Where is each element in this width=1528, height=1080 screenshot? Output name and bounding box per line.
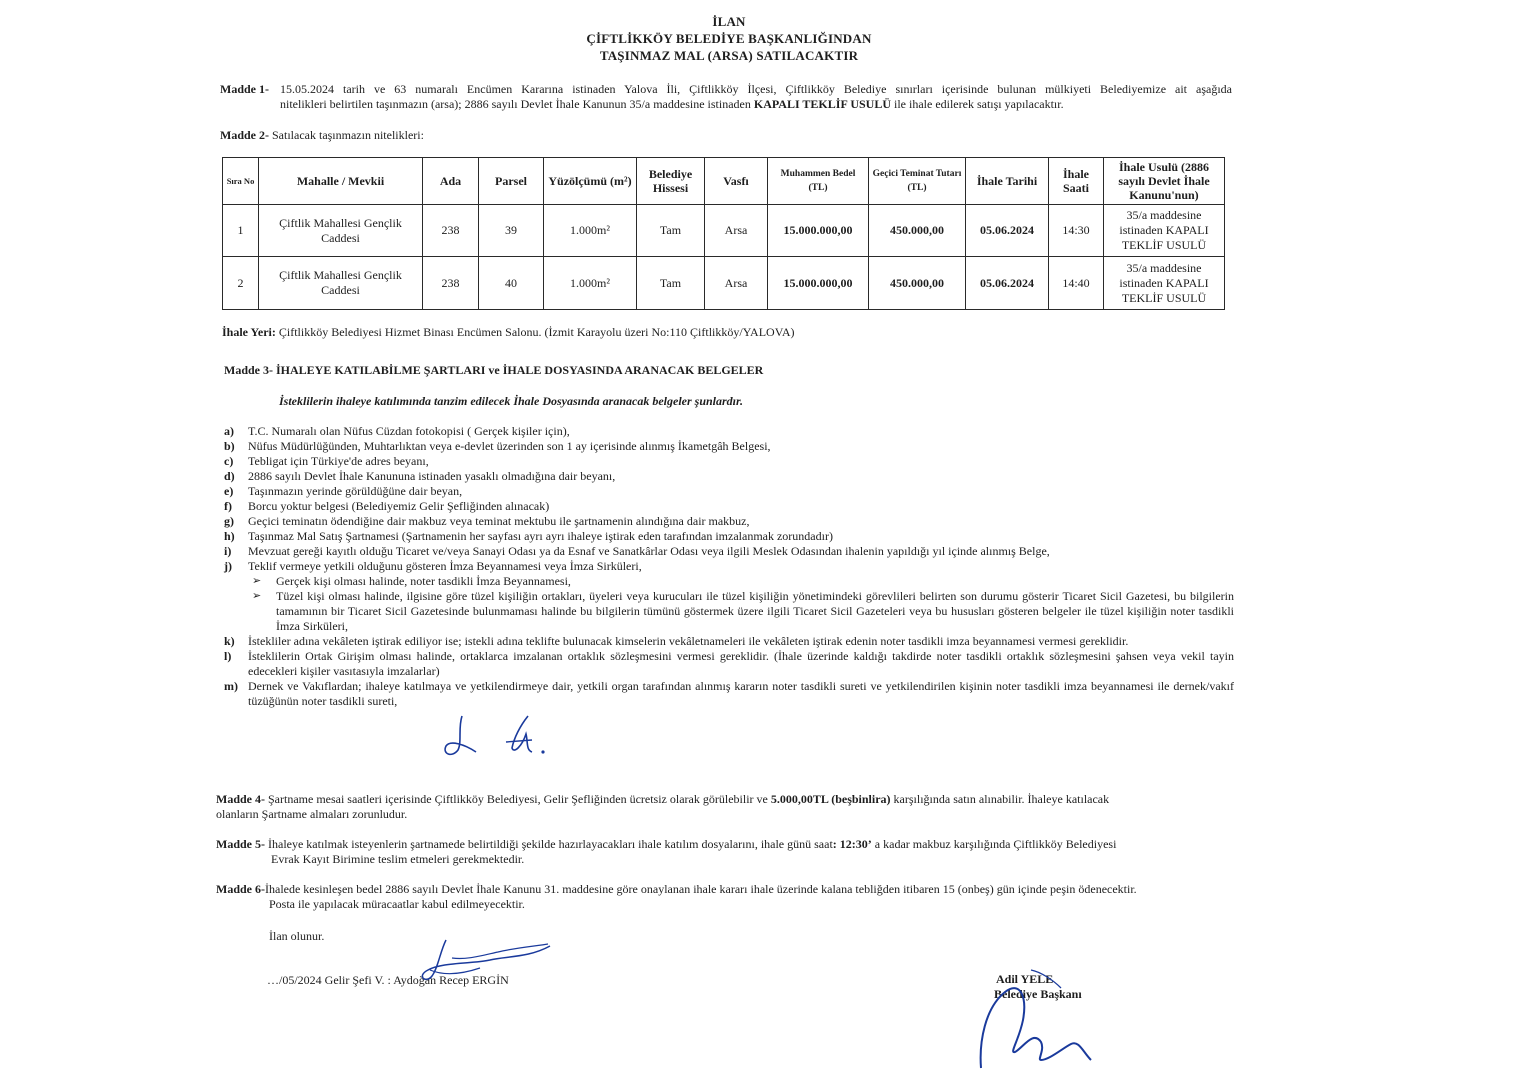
madde5-text3: Evrak Kayıt Birimine teslim etmeleri gerekmektedir.: [271, 851, 525, 866]
madde1-text-b1: nitelikleri belirtilen taşınmazın (arsa); 2886 sayılı Devlet İhale Kanunun 35/a maddesine istinaden: [280, 97, 754, 111]
mayor-name: Adil YELE: [996, 972, 1054, 986]
sub-item-text: Tüzel kişi olması halinde, ilgisine göre tüzel kişiliğin ortakları, üyeleri veya kurucuları ile tüzel kişiliğin yönetimindeki görevlileri belirten son durumu gösterir Ticaret Sicil Gazetesi, bu bilgilerin tamamının bir Ticaret Sicil Gazetesinde bulunmaması halinde bu bilgilerin tümünü göstermek üzere ilgili Ticaret Sicil Gazeteleri veya bu hususları gösteren belgeler ile tüzel kişiliğin noter tasdikli İmza Sirküleri,: [276, 589, 1234, 633]
cell-ada: 238: [423, 257, 479, 310]
municipality-title: ÇİFTLİKKÖY BELEDİYE BAŞKANLIĞINDAN: [586, 31, 872, 46]
madde5-text1: İhaleye katılmak isteyenlerin şartnamede belirtildiği şekilde hazırlayacakları ihale katılım dosyalarını, ihale günü saat: [268, 837, 833, 851]
th-teminat: Geçici Teminat Tutarı (TL): [869, 158, 966, 205]
madde1-text-b2: ile ihale edilerek satışı yapılacaktır.: [891, 97, 1064, 111]
madde3-label: Madde 3-: [224, 363, 273, 377]
cell-ada: 238: [423, 205, 479, 257]
gelir-sefi-line: …/05/2024 Gelir Şefi V. : Aydoğan Recep ERGİN: [267, 973, 509, 987]
th-tarih: İhale Tarihi: [966, 158, 1049, 205]
madde4-text3: olanların Şartname almaları zorunludur.: [216, 806, 408, 821]
ihale-yeri-text: Çiftlikköy Belediyesi Hizmet Binası Encümen Salonu. (İzmit Karayolu üzeri No:110 Çiftlikköy/YALOVA): [278, 325, 795, 339]
cell-teminat: 450.000,00: [869, 205, 966, 257]
th-ada: Ada: [423, 158, 479, 205]
item-text: Dernek ve Vakıflardan; ihaleye katılmaya ve yetkilendirmeye dair, yetkili organ tarafından alınmış kararın noter tasdikli sureti ve yetkilendirilen kişinin noter tasdikli imza beyannamesi ile dernek/vakıf tüzüğünün noter tasdikli sureti,: [248, 679, 1234, 708]
cell-usul: 35/a maddesine istinaden KAPALI TEKLİF USULÜ: [1104, 205, 1225, 257]
madde4-label: Madde 4-: [216, 792, 265, 806]
cell-mahalle: Çiftlik Mahallesi Gençlik Caddesi: [259, 257, 423, 310]
madde5: [216, 837, 1228, 866]
item-key: j): [224, 559, 232, 573]
th-usul: İhale Usulü (2886 sayılı Devlet İhale Kanunu'nun): [1104, 158, 1225, 205]
madde2-label: Madde 2-: [220, 128, 269, 142]
table-header-row: [223, 158, 1225, 205]
item-text: Taşınmazın yerinde görüldüğüne dair beyan,: [248, 484, 463, 498]
item-key: b): [224, 439, 235, 453]
item-text: T.C. Numaralı olan Nüfus Cüzdan fotokopisi ( Gerçek kişiler için),: [248, 424, 570, 438]
arrow-icon: ➢: [252, 575, 262, 587]
item-key: c): [224, 454, 234, 468]
mayor-title: Belediye Başkanı: [994, 987, 1082, 1001]
cell-sira: 1: [223, 205, 259, 257]
madde6-text2: Posta ile yapılacak müracaatlar kabul edilmeyecektir.: [269, 896, 525, 911]
ihale-yeri-label: İhale Yeri:: [222, 325, 276, 339]
madde1-text-a: 15.05.2024 tarih ve 63 numaralı Encümen Kararına istinaden Yalova İli, Çiftlikköy İlçesi, Çiftlikköy Belediye sınırları içerisinde bulunan mülkiyeti Belediyemize ait aşağıda: [280, 82, 1232, 96]
madde2: [220, 128, 424, 143]
cell-sira: 2: [223, 257, 259, 310]
item-key: l): [224, 649, 232, 663]
th-parsel: Parsel: [479, 158, 544, 205]
item-key: f): [224, 499, 232, 513]
notice-title: İLAN: [712, 14, 746, 29]
item-key: g): [224, 514, 234, 528]
item-key: d): [224, 469, 235, 483]
cell-bedel: 15.000.000,00: [768, 257, 869, 310]
sub-item-text: Gerçek kişi olması halinde, noter tasdikli İmza Beyannamesi,: [276, 574, 571, 588]
madde3-title: İHALEYE KATILABİLME ŞARTLARI ve İHALE DOSYASINDA ARANACAK BELGELER: [276, 363, 764, 377]
cell-yuzolcumu: 1.000m²: [544, 205, 637, 257]
madde3-subtitle: İsteklilerin ihaleye katılımında tanzim edilecek İhale Dosyasında aranacak belgeler şunlardır.: [279, 394, 744, 408]
madde2-text: Satılacak taşınmazın nitelikleri:: [272, 128, 424, 142]
madde5-text2: a kadar makbuz karşılığında Çiftlikköy Belediyesi: [871, 837, 1117, 851]
ihale-yeri: [222, 325, 794, 340]
cell-vasfi: Arsa: [705, 205, 768, 257]
item-key: m): [224, 679, 238, 693]
madde1-line2: [220, 97, 1232, 112]
madde1-label: Madde 1-: [220, 82, 269, 96]
item-text: İstekliler adına vekâleten iştirak ediliyor ise; istekli adına teklifte bulunacak kimselerin vekâletnameleri ile vekâleten iştirak edenin noter tasdikli imza beyannamesi vermesi gereklidir.: [248, 634, 1129, 648]
cell-hisse: Tam: [637, 257, 705, 310]
madde1: [220, 82, 1232, 112]
item-key: k): [224, 634, 235, 648]
cell-saat: 14:30: [1049, 205, 1104, 257]
th-bedel: Muhammen Bedel (TL): [768, 158, 869, 205]
cell-usul: 35/a maddesine istinaden KAPALI TEKLİF USULÜ: [1104, 257, 1225, 310]
item-key: i): [224, 544, 232, 558]
cell-teminat: 450.000,00: [869, 257, 966, 310]
th-mahalle: Mahalle / Mevkii: [259, 158, 423, 205]
madde5-time: : 12:30’: [832, 837, 872, 851]
cell-yuzolcumu: 1.000m²: [544, 257, 637, 310]
madde6-label: Madde 6-: [216, 882, 265, 896]
ilan-olunur: İlan olunur.: [269, 929, 325, 943]
item-key: e): [224, 484, 234, 498]
table-row: [223, 205, 1225, 257]
madde4-text2: karşılığında satın alınabilir. İhaleye katılacak: [890, 792, 1110, 806]
item-text: Nüfus Müdürlüğünden, Muhtarlıktan veya e-devlet üzerinden son 1 ay içerisinde alınmış İkametgâh Belgesi,: [248, 439, 771, 453]
cell-mahalle: Çiftlik Mahallesi Gençlik Caddesi: [259, 205, 423, 257]
madde5-label: Madde 5-: [216, 837, 265, 851]
cell-parsel: 39: [479, 205, 544, 257]
madde4-fee: 5.000,00TL (beşbinlira): [770, 792, 891, 806]
item-key: h): [224, 529, 235, 543]
cell-parsel: 40: [479, 257, 544, 310]
cell-tarih: 05.06.2024: [966, 205, 1049, 257]
madde6: [216, 882, 1228, 911]
madde6-text1: İhalede kesinleşen bedel 2886 sayılı Devlet İhale Kanunu 31. maddesine göre onaylanan ihale kararı ihale üzerinde kalana tebliğden itibaren 15 (onbeş) gün içinde peşin ödenecektir.: [265, 882, 1137, 896]
item-text: Tebligat için Türkiye'de adres beyanı,: [248, 454, 429, 468]
cell-hisse: Tam: [637, 205, 705, 257]
cell-vasfi: Arsa: [705, 257, 768, 310]
requirements-list: [224, 424, 1234, 714]
cell-tarih: 05.06.2024: [966, 257, 1049, 310]
sale-title: TAŞINMAZ MAL (ARSA) SATILACAKTIR: [599, 48, 859, 63]
item-text: Geçici teminatın ödendiğine dair makbuz veya teminat mektubu ile şartnamenin alındığına dair makbuz,: [248, 514, 750, 528]
item-text: İsteklilerin Ortak Girişim olması halinde, ortaklarca imzalanan ortaklık sözleşmesini vermesi gereklidir. (İhale üzerinde kaldığı takdirde noter tasdikli ortaklık sözleşmesini şahsen veya vekil tayin edecekleri kişiler vasıtasıyla imzalarlar): [248, 649, 1234, 678]
madde4: [216, 792, 1228, 821]
madde4-text1: Şartname mesai saatleri içerisinde Çiftlikköy Belediyesi, Gelir Şefliğinden ücretsiz olarak görülebilir ve: [268, 792, 771, 806]
item-text: Mevzuat gereği kayıtlı olduğu Ticaret ve/veya Sanayi Odası ya da Esnaf ve Sanatkârlar Odası veya ilgili Meslek Odasından ihalenin yapıldığı yıl içinde alınmış Belge,: [248, 544, 1050, 558]
th-vasfi: Vasfı: [705, 158, 768, 205]
property-table: [222, 157, 1225, 310]
item-text: 2886 sayılı Devlet İhale Kanununa istinaden yasaklı olmadığına dair beyanı,: [248, 469, 616, 483]
item-text: Teklif vermeye yetkili olduğunu gösteren İmza Beyannamesi veya İmza Sirküleri,: [248, 559, 642, 573]
item-text: Taşınmaz Mal Satış Şartnamesi (Şartnamenin her sayfası ayrı ayrı ihaleye iştirak eden tarafından imzalanmak zorundadır): [248, 529, 833, 543]
th-saat: İhale Saati: [1049, 158, 1104, 205]
cell-saat: 14:40: [1049, 257, 1104, 310]
paraph-signature: [440, 712, 550, 762]
th-sira: Sıra No: [223, 158, 259, 205]
madde1-method: KAPALI TEKLİF USULÜ: [753, 97, 891, 111]
item-text: Borcu yoktur belgesi (Belediyemiz Gelir Şefliğinden alınacak): [248, 499, 550, 513]
mayor-signature: [975, 968, 1105, 1073]
table-row: [223, 257, 1225, 310]
th-hisse: Belediye Hissesi: [637, 158, 705, 205]
item-key: a): [224, 424, 234, 438]
th-yuzolcumu: Yüzölçümü (m²): [544, 158, 637, 205]
cell-bedel: 15.000.000,00: [768, 205, 869, 257]
arrow-icon: ➢: [252, 590, 262, 602]
madde3-heading: [224, 363, 763, 378]
gelir-sefi-signature: [410, 938, 560, 988]
